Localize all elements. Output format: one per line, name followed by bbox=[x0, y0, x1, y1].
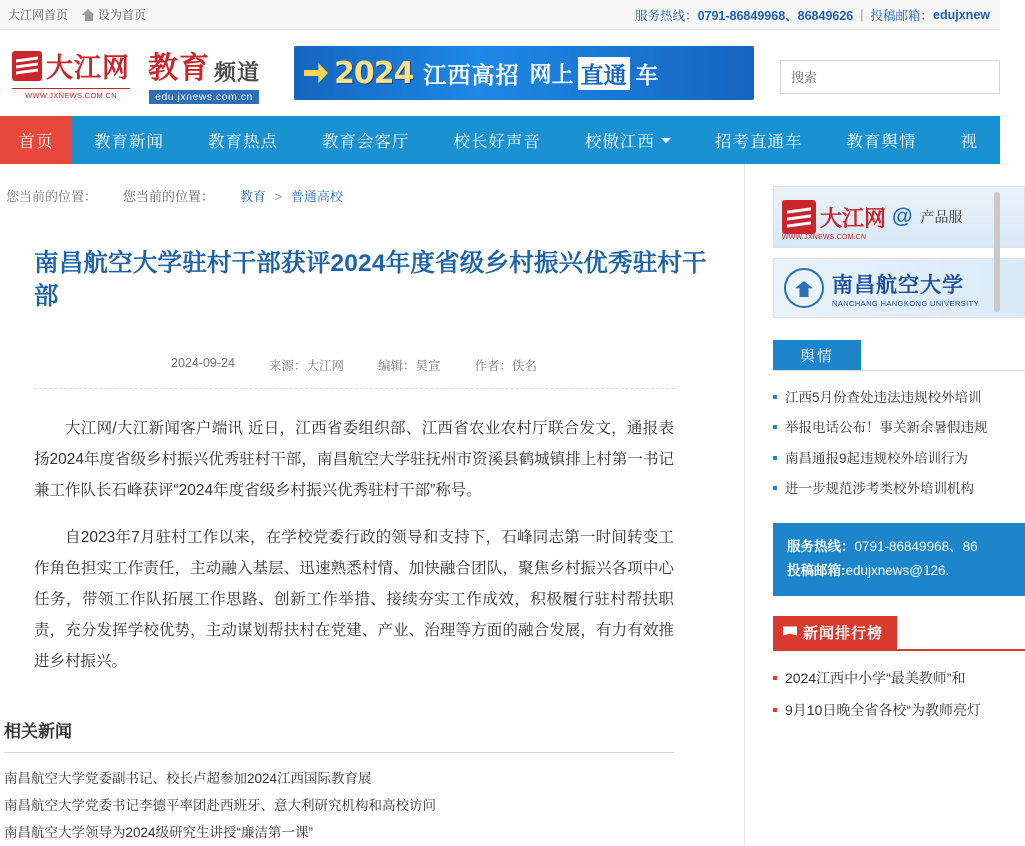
related-news-link[interactable]: 南昌航空大学领导为2024级研究生讲授“廉洁第一课” bbox=[4, 824, 314, 840]
dajiang-logo-text: 大江网 bbox=[46, 53, 130, 84]
nav-item-home[interactable] bbox=[0, 116, 72, 164]
nav-item-xiaoao-jiangxi-label: 校傲江西 bbox=[585, 133, 655, 151]
article-date: 2024-09-24 bbox=[171, 355, 235, 370]
education-logo-url: edu.jxnews.com.cn bbox=[149, 90, 259, 104]
page-scrollbar[interactable] bbox=[994, 192, 1000, 312]
sidebar-mail-label: 投稿邮箱: bbox=[787, 563, 846, 579]
nav-item-xiaoao-jiangxi[interactable] bbox=[563, 116, 693, 164]
sidebar bbox=[745, 164, 1000, 846]
nav-item-exam-express[interactable] bbox=[693, 116, 825, 164]
article-paragraph: 自2023年7月驻村工作以来，在学校党委行政的领导和支持下，石峰同志第一时间转变工作角色担实工作责任，主动融入基层、迅速熟悉村情、加快融合团队，聚焦乡村振兴各项中心任务，带领工作队拓展工作思路、创新工作举措、接续夯实工作成效，积极履行驻村帮扶职责，充分发挥学校优势，主动谋划帮扶村在党建、产业、治理等方面的融合发展，有力有效推进乡村振兴。 bbox=[34, 528, 674, 670]
section-divider bbox=[773, 370, 1025, 371]
page-body bbox=[0, 164, 1000, 846]
list-item[interactable] bbox=[773, 663, 1025, 695]
nav-item-education-news[interactable] bbox=[72, 116, 186, 164]
ranking-news-link: 9月10日晚全省各校“为教师亮灯 bbox=[785, 701, 982, 718]
dajiang-mark-icon bbox=[782, 200, 816, 234]
main-navigation bbox=[0, 116, 1000, 164]
breadcrumb bbox=[0, 164, 708, 219]
contact-separator: | bbox=[860, 7, 864, 22]
article-source: 来源：大江网 bbox=[268, 358, 344, 373]
breadcrumb-label-2: 您当前的位置： bbox=[123, 189, 215, 204]
article-column bbox=[0, 164, 745, 846]
nav-item-video[interactable] bbox=[939, 116, 1001, 164]
sidebar-ad-url: WWW.JXNEWS.COM.CN bbox=[782, 234, 867, 241]
hotline-label: 服务热线： bbox=[635, 8, 698, 23]
set-homepage-button[interactable] bbox=[82, 6, 146, 23]
sidebar-ad-banner[interactable] bbox=[773, 186, 1025, 248]
top-bar-contact bbox=[635, 6, 992, 24]
related-news-list bbox=[4, 765, 674, 846]
nav-item-education-news-label: 教育新闻 bbox=[94, 133, 164, 151]
site-header bbox=[0, 30, 1000, 116]
dajiang-logo-main bbox=[12, 46, 130, 85]
university-name-block bbox=[832, 269, 979, 308]
article-author: 作者：佚名 bbox=[474, 358, 537, 373]
nav-item-education-opinion[interactable] bbox=[825, 116, 939, 164]
article-content bbox=[0, 389, 708, 677]
ranking-header bbox=[773, 616, 1025, 651]
related-news-link[interactable]: 南昌航空大学党委副书记、校长卢超参加2024江西国际教育展 bbox=[4, 770, 372, 786]
list-item[interactable] bbox=[4, 792, 674, 819]
nav-item-principal-voice-label: 校长好声音 bbox=[453, 133, 541, 151]
dajiang-logo[interactable] bbox=[8, 46, 134, 100]
opinion-news-list bbox=[773, 383, 1025, 505]
search-area bbox=[780, 60, 1000, 94]
article-editor: 编辑：昊宣 bbox=[377, 358, 441, 373]
mail-label: 投稿邮箱： bbox=[870, 8, 934, 23]
hotline-number: 0791-86849968、86849626 bbox=[697, 8, 854, 23]
nav-item-education-opinion-label: 教育舆情 bbox=[846, 133, 917, 151]
sidebar-mail-row bbox=[787, 559, 1011, 584]
sidebar-mail-value: edujxnews@126. bbox=[845, 563, 950, 579]
related-news-link[interactable]: 南昌航空大学党委书记李德平率团赴西班牙、意大利研究机构和高校访问 bbox=[4, 797, 436, 813]
related-news-heading: 相关新闻 bbox=[4, 717, 674, 753]
related-news-section bbox=[0, 717, 708, 846]
education-logo-top bbox=[148, 43, 260, 87]
banner-text-3: 直通 bbox=[578, 57, 630, 90]
banner-text-1: 江西高招 bbox=[423, 61, 520, 88]
education-channel-logo[interactable] bbox=[148, 43, 260, 104]
university-seal-icon bbox=[784, 268, 824, 308]
banner-year: 2024 bbox=[334, 55, 414, 91]
sidebar-ad-logo-text: 大江网 bbox=[820, 205, 887, 231]
opinion-news-link: 举报电话公布！事关新余暑假违规 bbox=[785, 420, 988, 436]
nav-item-education-lounge-label: 教育会客厅 bbox=[322, 133, 410, 151]
opinion-section-heading: 舆情 bbox=[773, 340, 861, 370]
sidebar-contact-box bbox=[773, 523, 1025, 597]
list-item[interactable] bbox=[4, 765, 674, 792]
search-input[interactable] bbox=[780, 60, 1000, 94]
opinion-news-link: 南昌通报9起违规校外培训行为 bbox=[785, 450, 969, 466]
nav-item-home-label: 首页 bbox=[18, 133, 54, 151]
university-name-cn: 南昌航空大学 bbox=[832, 271, 964, 297]
arrow-right-icon bbox=[304, 63, 328, 83]
nav-item-principal-voice[interactable] bbox=[432, 116, 564, 164]
mail-value: edujxnew bbox=[933, 7, 990, 22]
top-bar-left bbox=[8, 6, 146, 23]
opinion-news-link: 进一步规范涉考类校外培训机构 bbox=[785, 481, 974, 497]
nav-item-video-label: 视 bbox=[960, 133, 978, 151]
gaozhao-banner[interactable] bbox=[294, 46, 754, 100]
banner-text-4: 车 bbox=[635, 61, 660, 88]
list-item[interactable] bbox=[773, 474, 1025, 504]
ranking-tab[interactable] bbox=[773, 616, 897, 649]
nav-item-education-hot-label: 教育热点 bbox=[208, 133, 278, 151]
ranking-news-link: 2024江西中小学“最美教师”和 bbox=[785, 670, 966, 687]
site-home-link[interactable]: 大江网首页 bbox=[8, 8, 69, 22]
education-channel-text: 频道 bbox=[214, 59, 261, 85]
breadcrumb-item-university[interactable]: 普通高校 bbox=[290, 189, 343, 204]
list-item[interactable] bbox=[773, 695, 1025, 727]
breadcrumb-item-education[interactable]: 教育 bbox=[240, 189, 267, 204]
page-title: 南昌航空大学驻村干部获评2024年度省级乡村振兴优秀驻村干部 bbox=[34, 250, 707, 311]
sidebar-ad-text: 产品服 bbox=[920, 209, 963, 225]
list-item[interactable] bbox=[773, 383, 1025, 413]
home-icon bbox=[82, 9, 95, 21]
nav-item-education-lounge[interactable] bbox=[300, 116, 432, 164]
dajiang-mark-icon bbox=[12, 51, 42, 81]
nav-item-education-hot[interactable] bbox=[186, 116, 300, 164]
flag-icon bbox=[783, 626, 797, 639]
nav-item-exam-express-label: 招考直通车 bbox=[715, 133, 803, 151]
opinion-news-link: 江西5月份查处违法违规校外培训 bbox=[785, 390, 982, 405]
sidebar-hotline-value: 0791-86849968、86 bbox=[854, 538, 978, 554]
breadcrumb-group bbox=[240, 186, 343, 205]
top-bar bbox=[0, 0, 1000, 30]
university-name-en: NANCHANG HANGKONG UNIVERSITY bbox=[832, 298, 980, 308]
chevron-down-icon bbox=[661, 138, 671, 143]
sidebar-hotline-row bbox=[787, 535, 1011, 560]
article-meta bbox=[34, 330, 674, 389]
set-homepage-label: 设为首页 bbox=[98, 8, 147, 22]
list-item[interactable] bbox=[4, 819, 674, 846]
dajiang-logo-url: WWW.JXNEWS.COM.CN bbox=[12, 88, 130, 100]
education-logo-text: 教育 bbox=[148, 51, 210, 85]
article-paragraph: 大江网/大江新闻客户端讯 近日，江西省委组织部、江西省农业农村厅联合发文，通报表扬2024年度省级乡村振兴优秀驻村干部，南昌航空大学驻抚州市资溪县鹤城镇排上村第一书记兼工作队长石峰获评“2024年度省级乡村振兴优秀驻村干部”称号。 bbox=[34, 419, 674, 499]
ranking-news-list bbox=[773, 663, 1025, 726]
list-item[interactable] bbox=[773, 413, 1025, 443]
university-banner[interactable] bbox=[773, 258, 1025, 318]
banner-text-2: 网上 bbox=[529, 61, 574, 87]
sidebar-hotline-label: 服务热线： bbox=[787, 538, 855, 554]
list-item[interactable] bbox=[773, 444, 1025, 474]
breadcrumb-arrow: > bbox=[274, 189, 283, 204]
at-icon: @ bbox=[892, 205, 913, 228]
ranking-heading: 新闻排行榜 bbox=[803, 625, 884, 643]
breadcrumb-label: 您当前的位置： bbox=[6, 189, 98, 204]
